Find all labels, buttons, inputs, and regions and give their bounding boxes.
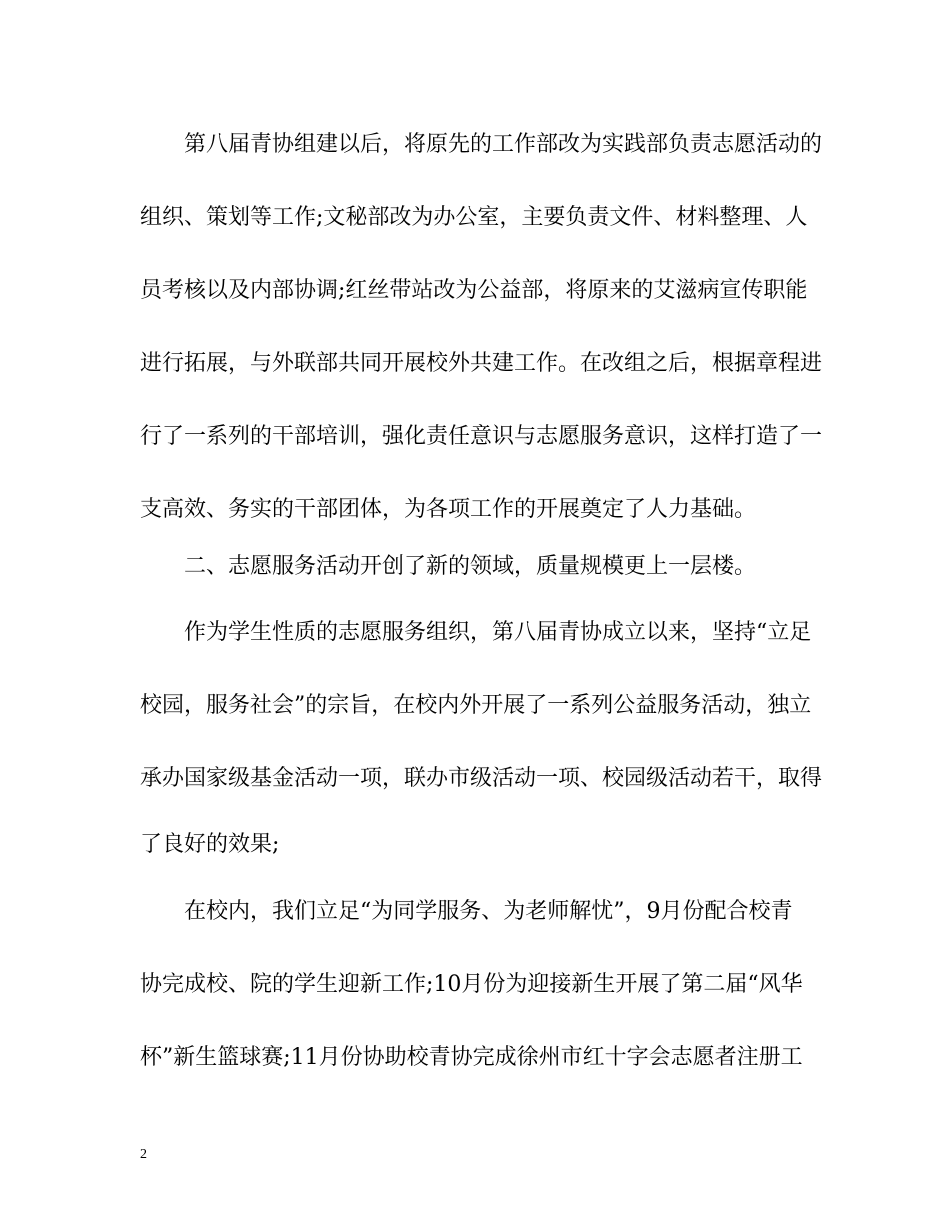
- paragraph-line: 杯”新生篮球赛;11月份协助校青协完成徐州市红十字会志愿者注册工: [140, 1045, 803, 1070]
- paragraph-line: 在校内，我们立足“为同学服务、为老师解忧”，9月份配合校青: [184, 899, 793, 924]
- paragraph-line: 第八届青协组建以后，将原先的工作部改为实践部负责志愿活动的: [184, 132, 823, 157]
- paragraph-line: 作为学生性质的志愿服务组织，第八届青协成立以来，坚持“立足: [184, 620, 812, 645]
- paragraph-line: 协完成校、院的学生迎新工作;10月份为迎接新生开展了第二届“风华: [140, 972, 803, 997]
- paragraph-line: 进行拓展，与外联部共同开展校外共建工作。在改组之后，根据章程进: [140, 351, 823, 376]
- paragraph-line: 行了一系列的干部培训，强化责任意识与志愿服务意识，这样打造了一: [140, 424, 823, 449]
- paragraph-line: 承办国家级基金活动一项，联办市级活动一项、校园级活动若干，取得: [140, 766, 823, 791]
- paragraph-line: 员考核以及内部协调;红丝带站改为公益部，将原来的艾滋病宣传职能: [140, 278, 808, 303]
- paragraph-line: 组织、策划等工作;文秘部改为办公室，主要负责文件、材料整理、人: [140, 205, 808, 230]
- page-number: 2: [140, 1147, 147, 1162]
- paragraph-line: 支高效、务实的干部团体，为各项工作的开展奠定了人力基础。: [140, 497, 757, 522]
- paragraph-line: 了良好的效果;: [140, 832, 280, 857]
- section-heading: 二、志愿服务活动开创了新的领域，质量规模更上一层楼。: [184, 554, 757, 579]
- paragraph-line: 校园，服务社会”的宗旨，在校内外开展了一系列公益服务活动，独立: [140, 693, 812, 718]
